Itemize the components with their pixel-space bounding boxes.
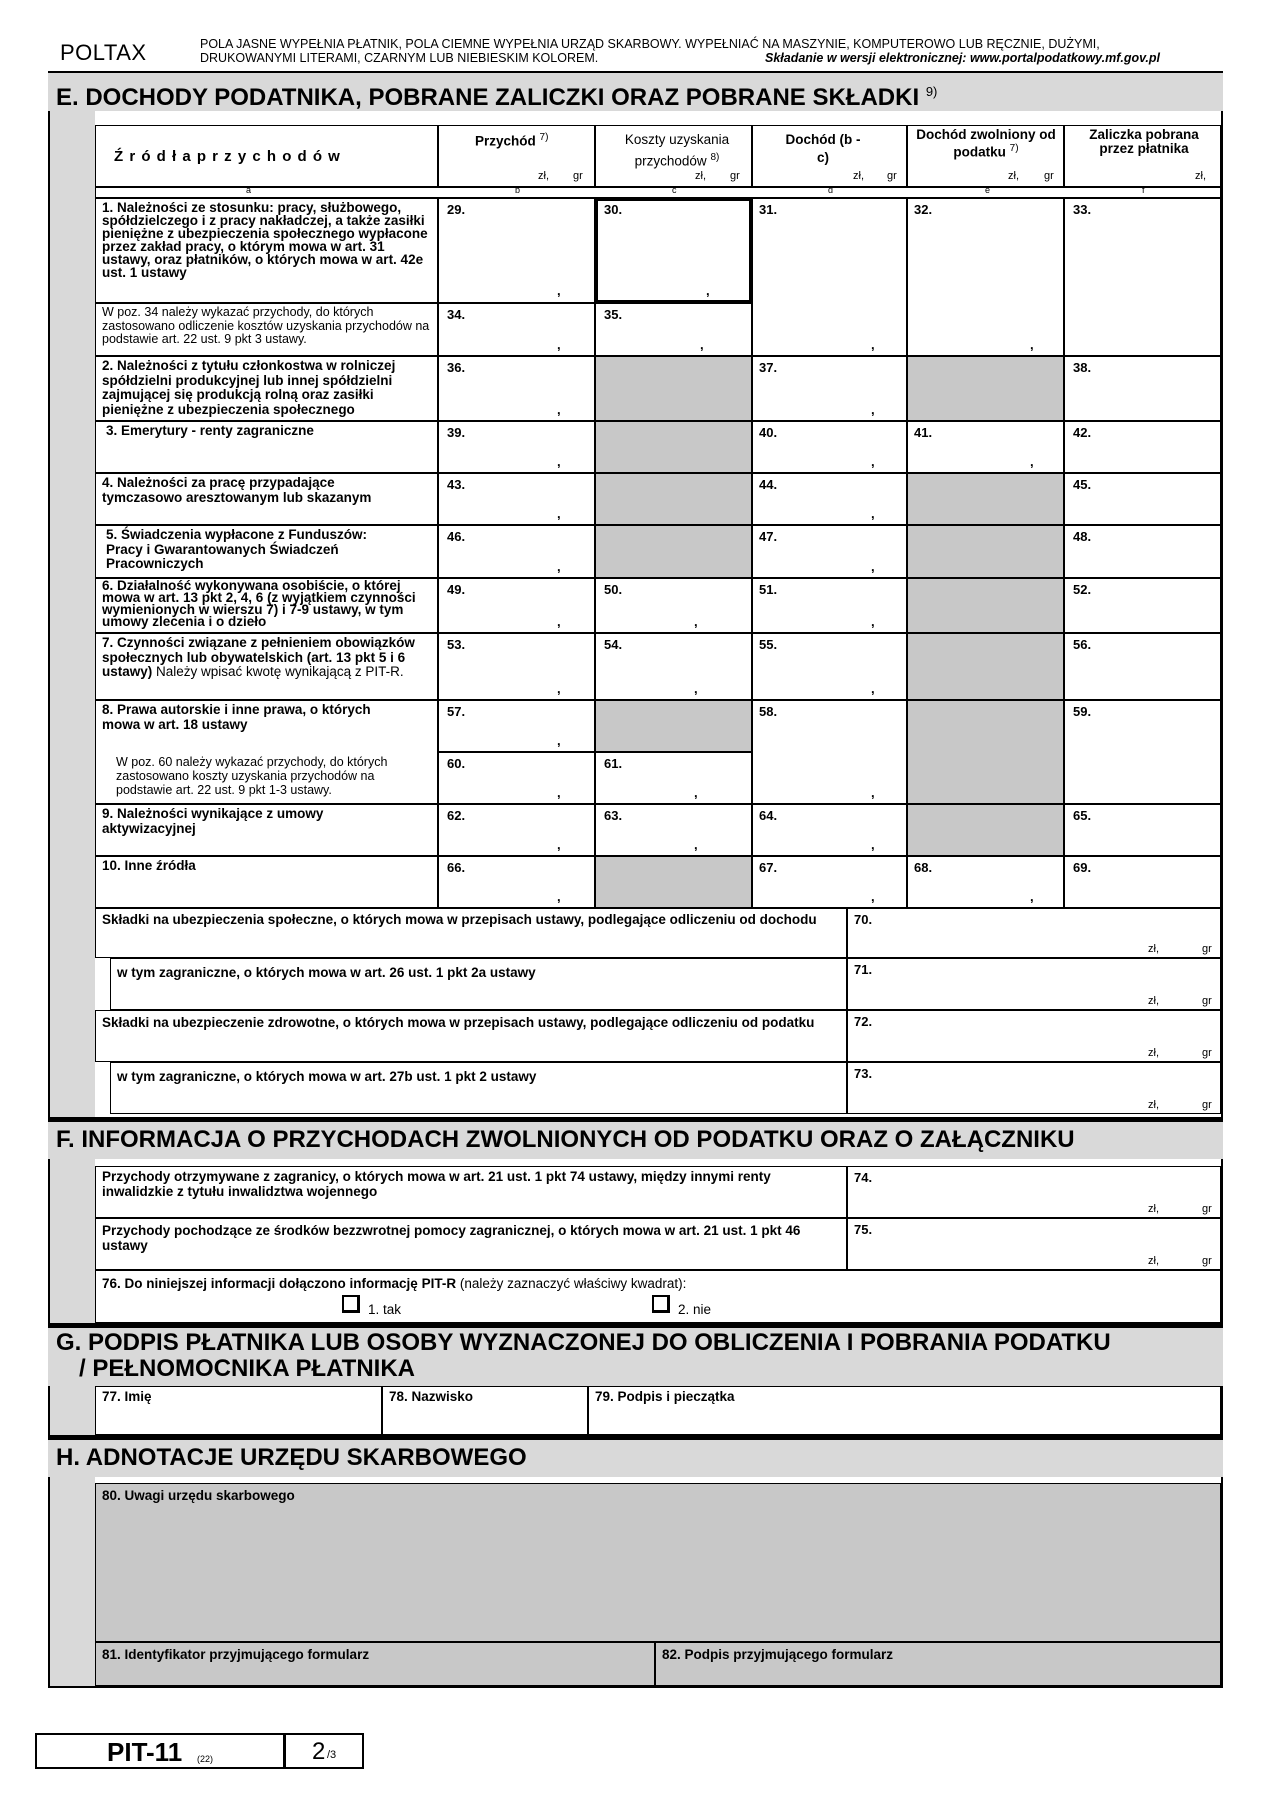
field-49[interactable]: 49. , (438, 578, 595, 633)
field-68[interactable]: 68. , (907, 856, 1064, 908)
col-header-e: Dochód zwolniony od podatku $^{7)}$ zł, gr (907, 125, 1064, 187)
checkbox-76-no[interactable] (652, 1295, 670, 1313)
section-h-title: H. ADNOTACJE URZĘDU SKARBOWEGO (48, 1435, 1223, 1477)
row4-label: 4. Należności za pracę przypadające tymczasowo aresztowanym lub skazanym (95, 473, 438, 525)
field-82-signature: 82. Podpis przyjmującego formularz (655, 1642, 1221, 1686)
row2-label: 2. Należności z tytułu członkostwa w rolniczej spółdzielni produkcyjnej lub innej spółdzielni zajmującej się produkcją rolną oraz zasiłki pieniężne z ubezpieczenia społecznego (95, 356, 438, 421)
brand-label: POLTAX (60, 40, 147, 65)
row7-label: 7. Czynności związane z pełnieniem obowiązków społecznych lub obywatelskich (art. 13 pkt 5 i 6 ustawy) Należy wpisać kwotę wynikającą z PIT-R. (95, 633, 438, 700)
section-g-title: G. PODPIS PŁATNIKA LUB OSOBY WYZNACZONEJ DO OBLICZENIA I POBRANIA PODATKU / PEŁNOMOCNIKA PŁATNIKA (48, 1323, 1223, 1386)
field-61[interactable]: 61. , (595, 752, 752, 804)
row5-label: 5. Świadczenia wypłacone z Funduszów: Pracy i Gwarantowanych Świadczeń Pracowniczych (95, 525, 438, 578)
page-number: 2 (312, 1738, 326, 1765)
field-73[interactable]: 73. zł, gr (847, 1062, 1221, 1114)
field-74[interactable]: 74. zł, gr (847, 1166, 1221, 1218)
field-81-identifier: 81. Identyfikator przyjmującego formularz (95, 1642, 655, 1686)
row-74-label: Przychody otrzymywane z zagranicy, o których mowa w art. 21 ust. 1 pkt 74 ustawy, między innymi renty inwalidzkie z tytułu inwalidztwa wojennego (95, 1166, 847, 1218)
row1b-label: W poz. 34 należy wykazać przychody, do których zastosowano odliczenie kosztów uzyskania przychodów na podstawie art. 22 ust. 9 pkt 3 ustawy. (95, 303, 438, 356)
row8-label: 8. Prawa autorskie i inne prawa, o których mowa w art. 18 ustawy W poz. 60 należy wykazać przychody, do których zastosowano koszty uzyskania przychodów na podstawie art. 22 ust. 9 pkt 1-3 ustawy. (95, 700, 438, 804)
left-margin-strip (50, 110, 95, 1120)
field-29[interactable]: 29. , (438, 198, 595, 303)
field-75[interactable]: 75. zł, gr (847, 1218, 1221, 1270)
row9-label: 9. Należności wynikające z umowy aktywizacyjnej (95, 804, 438, 856)
contrib-70-label: Składki na ubezpieczenia społeczne, o których mowa w przepisach ustawy, podlegające odliczeniu od dochodu (95, 908, 847, 958)
field-44[interactable]: 44. , (752, 473, 907, 525)
field-52[interactable]: 52. (1064, 578, 1221, 633)
field-30[interactable]: 30. , (595, 198, 752, 303)
field-78-last-name[interactable]: 78. Nazwisko (382, 1386, 588, 1435)
left-margin-strip (50, 1159, 95, 1323)
shaded-cell (595, 700, 752, 752)
page-total: /3 (327, 1749, 337, 1761)
header-note-line2: DRUKOWANYMI LITERAMI, CZARNYM LUB NIEBIESKIM KOLOREM. (200, 51, 599, 65)
shaded-cell (907, 804, 1064, 856)
field-46[interactable]: 46. , (438, 525, 595, 578)
col-header-c: Koszty uzyskania przychodów $^{8)}$ zł, gr (595, 125, 752, 187)
shaded-cell (595, 356, 752, 421)
field-32[interactable]: 32. , (907, 198, 1064, 356)
row3-label: 3. Emerytury - renty zagraniczne (95, 421, 438, 473)
field-80-remarks: 80. Uwagi urzędu skarbowego (95, 1483, 1221, 1642)
section-f-title: F. INFORMACJA O PRZYCHODACH ZWOLNIONYCH OD PODATKU ORAZ O ZAŁĄCZNIKU (48, 1117, 1223, 1159)
field-67[interactable]: 67. , (752, 856, 907, 908)
field-77-first-name[interactable]: 77. Imię (95, 1386, 382, 1435)
shaded-cell (595, 473, 752, 525)
field-56[interactable]: 56. (1064, 633, 1221, 700)
col-header-d: Dochód (b - c) zł, gr (752, 125, 907, 187)
shaded-cell (907, 356, 1064, 421)
option-no-label: 2. nie (678, 1302, 712, 1317)
row6-label: 6. Działalność wykonywana osobiście, o której mowa w art. 13 pkt 2, 4, 6 (z wyjątkiem czynności wymienionych w wierszu 7) i 7-9 ustawy, w tym umowy zlecenia i o dzieło (95, 578, 438, 633)
question-76: 76. Do niniejszej informacji dołączono informację PIT-R (należy zaznaczyć właściwy kwadrat): 1. tak 2. nie (95, 1270, 1221, 1323)
option-yes-label: 1. tak (368, 1302, 402, 1317)
field-63[interactable]: 63. , (595, 804, 752, 856)
field-65[interactable]: 65. (1064, 804, 1221, 856)
shaded-cell (595, 421, 752, 473)
field-72[interactable]: 72. zł, gr (847, 1010, 1221, 1062)
sources-header: Ź r ó d ł a p r z y c h o d ó w (95, 125, 438, 187)
header-instructions (200, 37, 1160, 65)
field-42[interactable]: 42. (1064, 421, 1221, 473)
col-header-f: Zaliczka pobrana przez płatnika zł, (1064, 125, 1221, 187)
form-version: (22) (197, 1754, 214, 1764)
field-50[interactable]: 50. , (595, 578, 752, 633)
field-40[interactable]: 40. , (752, 421, 907, 473)
header-electronic-note: Składanie w wersji elektronicznej: www.portalpodatkowy.mf.gov.pl (765, 51, 1160, 65)
field-43[interactable]: 43. , (438, 473, 595, 525)
field-36[interactable]: 36. , (438, 356, 595, 421)
field-57[interactable]: 57. , (438, 700, 595, 752)
field-41[interactable]: 41. , (907, 421, 1064, 473)
field-60[interactable]: 60. , (438, 752, 595, 804)
field-45[interactable]: 45. (1064, 473, 1221, 525)
left-margin-strip (50, 1477, 95, 1686)
field-48[interactable]: 48. (1064, 525, 1221, 578)
field-53[interactable]: 53. , (438, 633, 595, 700)
field-55[interactable]: 55. , (752, 633, 907, 700)
page-number-box (284, 1733, 364, 1769)
field-54[interactable]: 54. , (595, 633, 752, 700)
field-51[interactable]: 51. , (752, 578, 907, 633)
field-79-signature[interactable]: 79. Podpis i pieczątka (588, 1386, 1221, 1435)
contrib-73-label: w tym zagraniczne, o których mowa w art. 27b ust. 1 pkt 2 ustawy (110, 1062, 847, 1114)
shaded-cell (907, 525, 1064, 578)
shaded-cell (595, 856, 752, 908)
header-note-line1: POLA JASNE WYPEŁNIA PŁATNIK, POLA CIEMNE WYPEŁNIA URZĄD SKARBOWY. WYPEŁNIAĆ NA MASZYNIE, KOMPUTEROWO LUB RĘCZNIE, DUŻYMI, (200, 37, 1100, 51)
field-35[interactable]: 35. , (595, 303, 752, 356)
field-47[interactable]: 47. , (752, 525, 907, 578)
field-39[interactable]: 39. , (438, 421, 595, 473)
shaded-cell (595, 525, 752, 578)
field-34[interactable]: 34. , (438, 303, 595, 356)
field-64[interactable]: 64. , (752, 804, 907, 856)
shaded-cell (907, 700, 1064, 804)
column-letter-row: a b c d e f (95, 187, 1221, 198)
field-33[interactable]: 33. (1064, 198, 1221, 356)
field-70[interactable]: 70. zł, gr (847, 908, 1221, 958)
row1-label: 1. Należności ze stosunku: pracy, służbowego, spółdzielczego i z pracy nakładczej, a także zasiłki pieniężne z ubezpieczenia społecznego wypłacone przez zakład pracy, o którym mowa w art. 31 ustawy, oraz płatników, o których mowa w art. 42e ust. 1 ustawy (95, 198, 438, 303)
shaded-cell (907, 633, 1064, 700)
col-header-b: Przychód $^{7)}$ zł, gr (438, 125, 595, 187)
field-59[interactable]: 59. (1064, 700, 1221, 804)
checkbox-76-yes[interactable] (342, 1295, 360, 1313)
contrib-71-label: w tym zagraniczne, o których mowa w art. 26 ust. 1 pkt 2a ustawy (110, 958, 847, 1010)
left-margin-strip (50, 1386, 95, 1435)
field-31[interactable]: 31. , (752, 198, 907, 356)
field-37[interactable]: 37. , (752, 356, 907, 421)
section-e-title: E. DOCHODY PODATNIKA, POBRANE ZALICZKI ORAZ POBRANE SKŁADKI $^{9)}$ (48, 73, 1223, 111)
form-name-box (35, 1733, 285, 1769)
field-69[interactable]: 69. (1064, 856, 1221, 908)
row-75-label: Przychody pochodzące ze środków bezzwrotnej pomocy zagranicznej, o których mowa w art. 21 ust. 1 pkt 46 ustawy (95, 1218, 847, 1270)
contrib-72-label: Składki na ubezpieczenie zdrowotne, o których mowa w przepisach ustawy, podlegające odliczeniu od podatku (95, 1010, 847, 1062)
field-71[interactable]: 71. zł, gr (847, 958, 1221, 1010)
field-66[interactable]: 66. , (438, 856, 595, 908)
row10-label: 10. Inne źródła (95, 856, 438, 908)
shaded-cell (907, 473, 1064, 525)
field-38[interactable]: 38. (1064, 356, 1221, 421)
field-62[interactable]: 62. , (438, 804, 595, 856)
field-58[interactable]: 58. , (752, 700, 907, 804)
form-name: PIT-11 (107, 1737, 183, 1767)
shaded-cell (907, 578, 1064, 633)
